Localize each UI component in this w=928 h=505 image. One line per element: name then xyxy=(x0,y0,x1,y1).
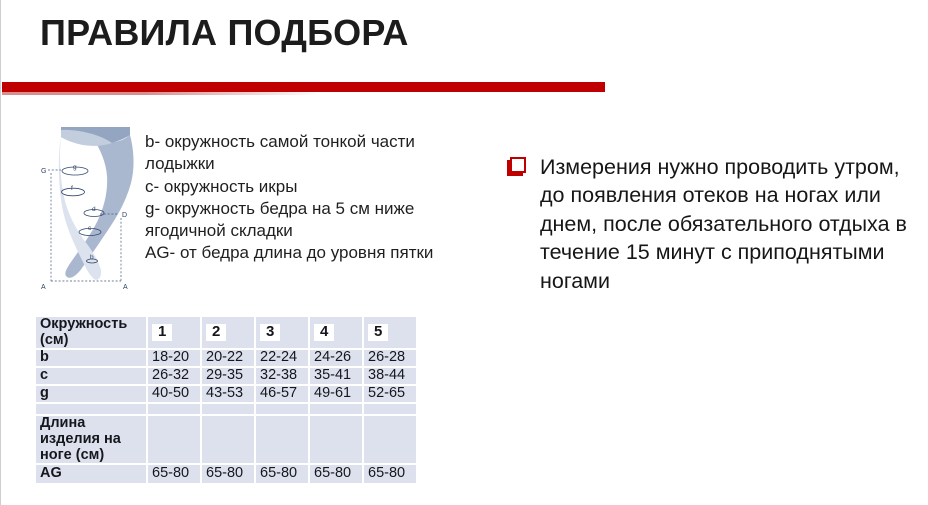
table-cell: 38-44 xyxy=(364,368,416,384)
size-column-header xyxy=(202,317,254,348)
svg-text:c: c xyxy=(88,225,92,232)
measurement-note xyxy=(508,153,908,295)
table-row xyxy=(36,350,416,366)
table-spacer-row xyxy=(36,404,416,414)
red-square-bullet-icon xyxy=(510,157,526,173)
svg-text:G: G xyxy=(41,168,47,175)
table-cell-empty xyxy=(148,404,200,414)
table-cell-empty xyxy=(310,404,362,414)
table-cell-empty xyxy=(364,404,416,414)
table-cell: 65-80 xyxy=(148,465,200,483)
table-cell-empty xyxy=(202,404,254,414)
table-cell: 40-50 xyxy=(148,386,200,402)
svg-text:f: f xyxy=(71,185,73,192)
table-cell-empty xyxy=(256,404,308,414)
size-number-badge: 3 xyxy=(260,324,280,340)
table-cell: 46-57 xyxy=(256,386,308,402)
table-header-row xyxy=(36,317,416,348)
length-section-label: Длина изделия на ноге (см) xyxy=(36,416,146,463)
table-cell-empty xyxy=(36,404,146,414)
table-cell: 20-22 xyxy=(202,350,254,366)
size-table xyxy=(34,315,418,485)
legs-measurement-diagram xyxy=(40,122,140,292)
size-column-header xyxy=(364,317,416,348)
legs-diagram-svg xyxy=(40,122,140,292)
title-underline-bar xyxy=(2,82,605,92)
table-cell-empty xyxy=(256,416,308,463)
back-leg-shape xyxy=(65,135,133,278)
table-cell: 65-80 xyxy=(202,465,254,483)
length-row xyxy=(36,465,416,483)
svg-text:A: A xyxy=(41,284,46,291)
page-title: ПРАВИЛА ПОДБОРА xyxy=(40,12,409,53)
table-cell: 29-35 xyxy=(202,368,254,384)
table-cell: 32-38 xyxy=(256,368,308,384)
slide-left-border xyxy=(0,0,1,505)
size-number-badge: 1 xyxy=(152,324,172,340)
column-header-label: Окружность (см) xyxy=(36,317,146,348)
table-cell-empty xyxy=(148,416,200,463)
size-number-badge: 2 xyxy=(206,324,226,340)
size-column-header xyxy=(310,317,362,348)
measurement-descriptions xyxy=(145,131,450,265)
row-label: c xyxy=(36,368,146,384)
table-cell: 18-20 xyxy=(148,350,200,366)
table-row xyxy=(36,368,416,384)
svg-text:b: b xyxy=(90,254,94,261)
measurement-line: c- окружность икры xyxy=(145,176,298,196)
svg-text:A: A xyxy=(123,284,128,291)
measurement-line: AG- от бедра длина до уровня пятки xyxy=(145,243,434,263)
length-header-row xyxy=(36,416,416,463)
svg-text:D: D xyxy=(122,212,128,219)
note-text: Измерения нужно проводить утром, до появления отеков на ногах или днем, после обязательного отдыха в течение 15 минут с приподнятыми ногами xyxy=(540,155,907,293)
row-label: b xyxy=(36,350,146,366)
table-cell: 22-24 xyxy=(256,350,308,366)
measurement-line: b- окружность самой тонкой части лодыжки xyxy=(145,132,415,174)
table-cell-empty xyxy=(364,416,416,463)
svg-text:d: d xyxy=(92,206,96,213)
table-cell-empty xyxy=(310,416,362,463)
svg-text:g: g xyxy=(73,164,77,171)
row-label: AG xyxy=(36,465,146,483)
row-label: g xyxy=(36,386,146,402)
title-underline-accent xyxy=(2,92,320,95)
table-row xyxy=(36,386,416,402)
table-cell: 35-41 xyxy=(310,368,362,384)
size-number-badge: 5 xyxy=(368,324,388,340)
table-cell: 65-80 xyxy=(364,465,416,483)
table-cell: 65-80 xyxy=(256,465,308,483)
size-column-header xyxy=(148,317,200,348)
size-column-header xyxy=(256,317,308,348)
table-cell: 65-80 xyxy=(310,465,362,483)
table-cell: 24-26 xyxy=(310,350,362,366)
table-cell: 43-53 xyxy=(202,386,254,402)
table-cell-empty xyxy=(202,416,254,463)
measurement-line: g- окружность бедра на 5 см ниже ягодичной складки xyxy=(145,198,415,241)
table-cell: 49-61 xyxy=(310,386,362,402)
table-cell: 26-28 xyxy=(364,350,416,366)
table-cell: 26-32 xyxy=(148,368,200,384)
table-cell: 52-65 xyxy=(364,386,416,402)
size-number-badge: 4 xyxy=(314,324,334,340)
